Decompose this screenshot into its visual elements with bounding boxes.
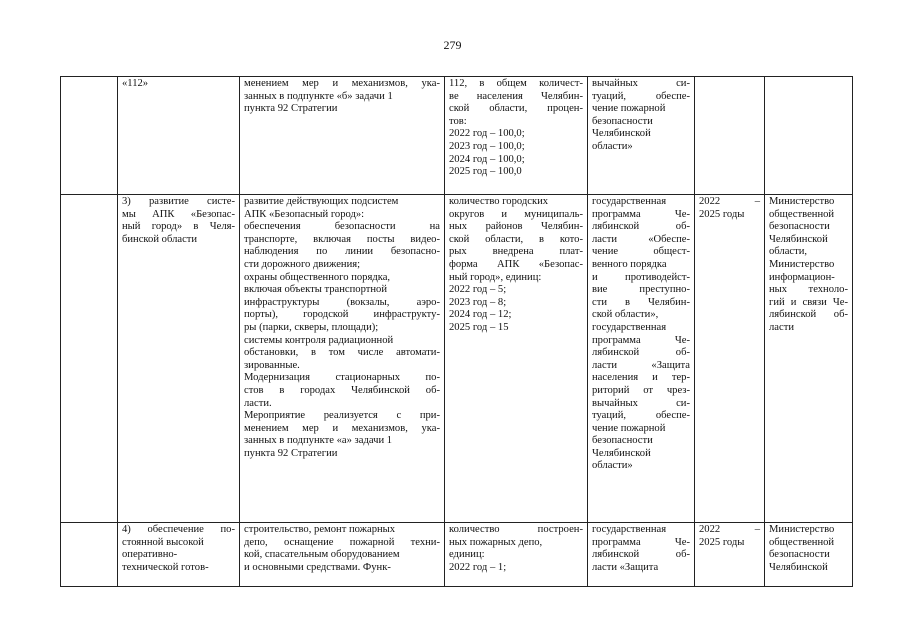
cell-line: системы контроля радиационной	[244, 334, 394, 346]
indicator-cell	[445, 523, 588, 587]
cell-line: 2022 год – 100,0;	[449, 128, 525, 140]
cell-line: государственная	[592, 196, 667, 207]
cell-line: 2022 –	[699, 524, 760, 535]
period-cell	[695, 77, 765, 195]
indicator-cell	[445, 195, 588, 523]
cell-line: кой, спасательным оборудованием	[244, 549, 400, 561]
cell-line: ласти	[769, 321, 794, 333]
program-cell	[588, 77, 695, 195]
period-cell	[695, 195, 765, 523]
cell-line: 112, в общем количест-	[449, 78, 583, 89]
cell-line: наблюдения по линии безопасно-	[244, 246, 440, 258]
cell-line: 2024 год – 12;	[449, 309, 512, 321]
cell-line: населения и тер-	[592, 372, 690, 384]
cell-line: форма АПК «Безопас-	[449, 258, 583, 270]
cell-line: ных районов Челябин-	[449, 221, 583, 233]
cell-line: рых внедрена плат-	[449, 246, 583, 258]
executor-cell	[765, 195, 853, 523]
executor-cell	[765, 77, 853, 195]
measure-name: «112»	[122, 78, 149, 89]
cell-line: области»	[592, 460, 633, 472]
table-row	[61, 523, 853, 587]
cell-line: лябинской об-	[769, 309, 848, 321]
measure-name-cell	[118, 523, 240, 587]
cell-line: ный город», единиц:	[449, 271, 542, 283]
cell-line: безопасности	[592, 435, 653, 447]
cell-line: программа Че-	[592, 536, 690, 548]
cell-line: ласти.	[244, 397, 272, 409]
period-cell	[695, 523, 765, 587]
cell-line: ской области, в кото-	[449, 233, 583, 245]
cell-line: ласти «Обеспе-	[592, 233, 690, 245]
cell-line: лябинской об-	[592, 549, 690, 561]
cell-line: 2024 год – 100,0;	[449, 153, 525, 165]
cell-line: 2025 год – 15	[449, 321, 509, 333]
cell-line: 2023 год – 100,0;	[449, 140, 525, 152]
cell-line: вычайных си-	[592, 397, 690, 409]
cell-line: сти в Челябин-	[592, 296, 690, 308]
indicator-cell	[445, 77, 588, 195]
cell-line: Мероприятие реализуется с при-	[244, 410, 440, 422]
cell-line: пункта 92 Стратегии	[244, 447, 338, 459]
cell-line: риторий от чрез-	[592, 384, 690, 396]
cell-line: 2025 годы	[699, 536, 745, 548]
cell-line: занных в подпункте «б» задачи 1	[244, 90, 393, 102]
cell-line: вие преступно-	[592, 284, 690, 296]
empty-cell	[61, 195, 118, 523]
cell-line: количество городских	[449, 196, 549, 207]
executor-cell	[765, 523, 853, 587]
measure-name-cell	[118, 77, 240, 195]
cell-line: 2022 год – 5;	[449, 284, 507, 296]
cell-line: занных в подпункте «а» задачи 1	[244, 435, 393, 447]
program-cell	[588, 195, 695, 523]
cell-line: государственная	[592, 524, 667, 535]
cell-line: и основными средствами. Функ-	[244, 561, 391, 573]
cell-line: области,	[769, 246, 808, 258]
cell-line: количество построен-	[449, 524, 583, 535]
cell-line: зированные.	[244, 359, 300, 371]
cell-line: ласти «Защита	[592, 359, 690, 371]
cell-line: транспорте, включая посты видео-	[244, 233, 440, 245]
table-row	[61, 195, 853, 523]
cell-line: Челябинской	[592, 128, 651, 140]
cell-line: 2022 год – 1;	[449, 561, 507, 573]
cell-line: 2022 –	[699, 196, 760, 207]
cell-line: Модернизация стационарных по-	[244, 372, 440, 384]
cell-line: чение общест-	[592, 246, 690, 258]
cell-line: 2025 год – 100,0	[449, 166, 522, 178]
cell-line: ных техноло-	[769, 284, 848, 296]
cell-line: стов в городах Челябинской об-	[244, 384, 440, 396]
cell-line: вычайных си-	[592, 78, 690, 89]
empty-cell	[61, 523, 118, 587]
cell-line: безопасности	[592, 115, 653, 127]
program-cell	[588, 523, 695, 587]
measure-name-cell	[118, 195, 240, 523]
cell-line: обеспечения безопасности на	[244, 221, 440, 233]
cell-line: лябинской об-	[592, 347, 690, 359]
cell-line: строительство, ремонт пожарных	[244, 524, 396, 535]
cell-line: менением мер и механизмов, ука-	[244, 78, 440, 89]
cell-line: туаций, обеспе-	[592, 410, 690, 422]
cell-line: АПК «Безопасный город»:	[244, 208, 365, 220]
cell-line: округов и муниципаль-	[449, 208, 583, 220]
cell-line: ных пожарных депо,	[449, 536, 543, 548]
activity-cell	[240, 77, 445, 195]
cell-line: развитие действующих подсистем	[244, 196, 399, 207]
cell-line: ный город» в Челя-	[122, 221, 235, 233]
cell-line: информацион-	[769, 271, 835, 283]
cell-line: и противодейст-	[592, 271, 690, 283]
cell-line: туаций, обеспе-	[592, 90, 690, 102]
cell-line: депо, оснащение пожарной техни-	[244, 536, 440, 548]
cell-line: 2023 год – 8;	[449, 296, 507, 308]
cell-line: технической готов-	[122, 561, 209, 573]
cell-line: Челябинской	[769, 561, 828, 573]
cell-line: пункта 92 Стратегии	[244, 103, 338, 115]
cell-line: ласти «Защита	[592, 561, 659, 573]
cell-line: ры (парки, скверы, площади);	[244, 321, 379, 333]
cell-line: оперативно-	[122, 549, 178, 561]
cell-line: 3) развитие систе-	[122, 196, 235, 207]
cell-line: чение пожарной	[592, 103, 666, 115]
cell-line: менением мер и механизмов, ука-	[244, 422, 440, 434]
cell-line: стоянной высокой	[122, 536, 204, 548]
cell-line: ской области, процен-	[449, 103, 583, 115]
cell-line: 4) обеспечение по-	[122, 524, 235, 535]
cell-line: безопасности	[769, 549, 830, 561]
cell-line: программа Че-	[592, 334, 690, 346]
cell-line: безопасности	[769, 221, 830, 233]
cell-line: общественной	[769, 536, 835, 548]
cell-line: тов:	[449, 115, 467, 127]
cell-line: Челябинской	[769, 233, 828, 245]
cell-line: 2025 годы	[699, 208, 745, 220]
cell-line: инфраструктуры (вокзалы, аэро-	[244, 296, 440, 308]
cell-line: бинской области	[122, 233, 198, 245]
cell-line: Челябинской	[592, 447, 651, 459]
cell-line: ской области»,	[592, 309, 659, 321]
cell-line: программа Че-	[592, 208, 690, 220]
empty-cell	[61, 77, 118, 195]
activity-cell	[240, 195, 445, 523]
cell-line: порты), городской инфраструкту-	[244, 309, 440, 321]
cell-line: общественной	[769, 208, 835, 220]
cell-line: области»	[592, 140, 633, 152]
activity-cell	[240, 523, 445, 587]
page-number: 279	[443, 38, 462, 52]
cell-line: Министерство	[769, 524, 835, 535]
cell-line: Министерство	[769, 196, 835, 207]
cell-line: обстановки, в том числе автомати-	[244, 347, 440, 359]
cell-line: государственная	[592, 321, 667, 333]
cell-line: охраны общественного порядка,	[244, 271, 391, 283]
strategy-table	[60, 76, 853, 587]
cell-line: единиц:	[449, 549, 485, 561]
table-row	[61, 77, 853, 195]
cell-line: венного порядка	[592, 258, 667, 270]
cell-line: сти дорожного движения;	[244, 258, 361, 270]
cell-line: чение пожарной	[592, 422, 666, 434]
cell-line: мы АПК «Безопас-	[122, 208, 235, 220]
cell-line: гий и связи Че-	[769, 296, 848, 308]
cell-line: лябинской об-	[592, 221, 690, 233]
cell-line: включая объекты транспортной	[244, 284, 388, 296]
cell-line: Министерство	[769, 258, 835, 270]
cell-line: ве населения Челябин-	[449, 90, 583, 102]
